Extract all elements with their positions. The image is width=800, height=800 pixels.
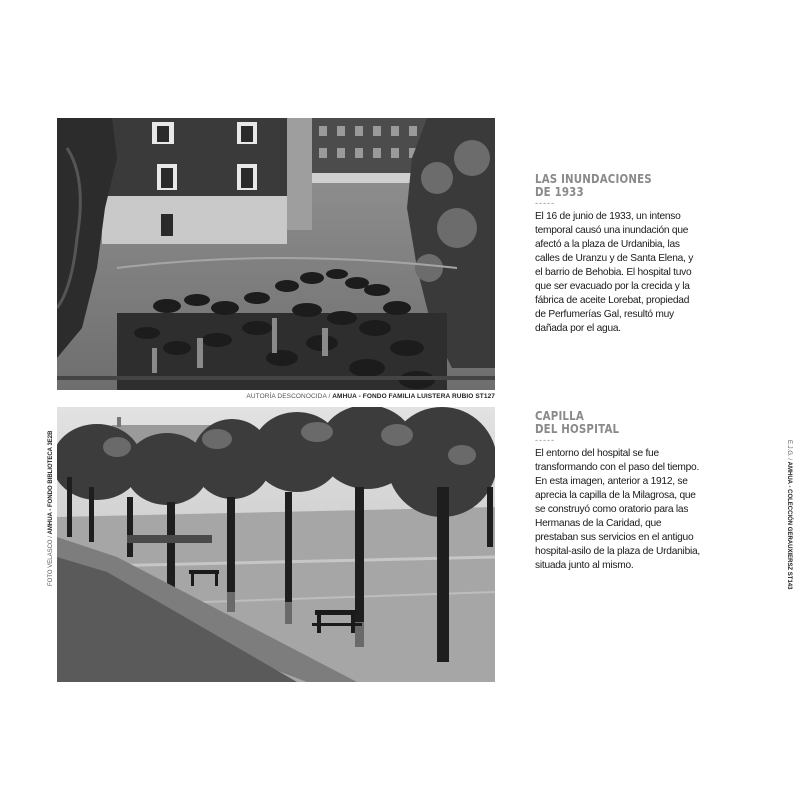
heading-divider: ----- xyxy=(535,435,555,445)
flooded-plaza-photo xyxy=(57,407,495,682)
photo-credit-right: E.J.G. / AMHUA - COLECCIÓN GERAUXIERSZ ST143 xyxy=(786,440,792,590)
heading-line-1: LAS INUNDACIONES xyxy=(535,171,652,186)
section-heading xyxy=(535,172,691,198)
heading-line-2: DEL HOSPITAL xyxy=(535,421,620,436)
flood-crowd-umbrellas-photo xyxy=(57,118,495,390)
flood-crowd-photo xyxy=(57,118,495,390)
section-inundaciones xyxy=(535,172,695,336)
photo-credit-top: AUTORÍA DESCONOCIDA / AMHUA - FONDO FAMILIA LUISTERA RUBIO ST127 xyxy=(246,393,495,400)
heading-line-2: DE 1933 xyxy=(535,184,584,199)
section-capilla xyxy=(535,408,700,573)
heading-line-1: CAPILLA xyxy=(535,408,584,423)
section-heading xyxy=(535,409,691,435)
heading-divider: ----- xyxy=(535,198,555,208)
photo-credit-left: FOTO VELASCO / AMHUA - FONDO BIBLIOTECA 3E2B xyxy=(48,430,54,586)
flooded-plaza-trees-photo xyxy=(57,407,495,682)
section-body: El entorno del hospital se fue transformando con el paso del tiempo. En esta imagen, anterior a 1912, se aprecia la capilla de la Milagrosa, que se construyó como oratorio para las Hermanas de la Caridad, que prestaban sus servicios en el antiguo hospital-asilo de la plaza de Urdanibia, situada junto al mismo. xyxy=(535,448,700,571)
section-body: El 16 de junio de 1933, un intenso temporal causó una inundación que afectó a la plaza de Urdanibia, las calles de Uranzu y de Santa Elena, y el barrio de Behobia. El hospital tuvo que ser evacuado por la crecida y la fábrica de aceite Lorebat, propiedad de Perfumerías Gal, resultó muy dañada por el agua. xyxy=(535,211,694,334)
